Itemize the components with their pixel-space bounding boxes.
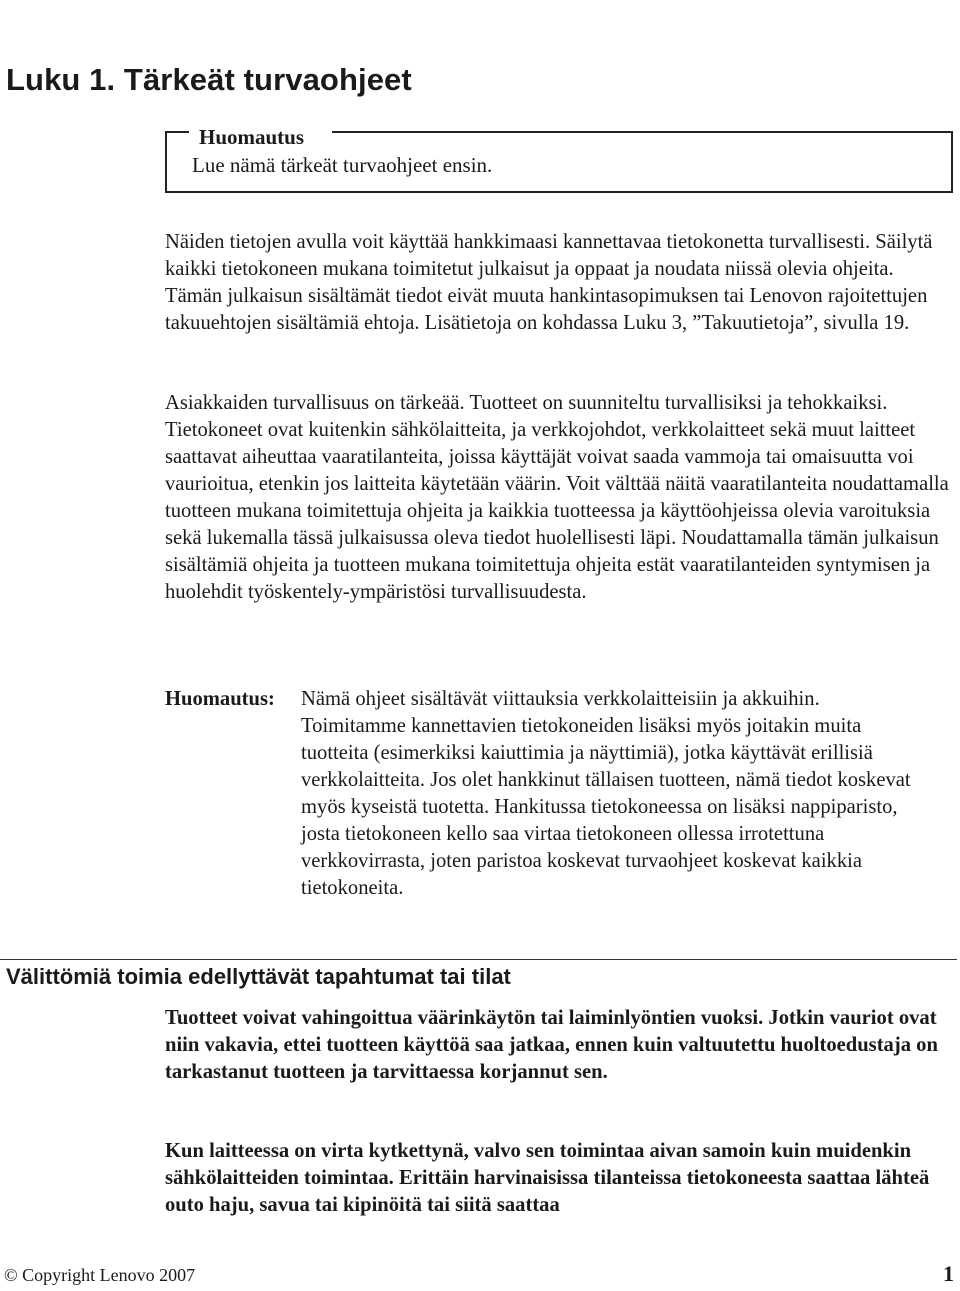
note-heading: Huomautus xyxy=(199,125,305,149)
section-paragraph: Tuotteet voivat vahingoittua väärinkäytön tai laiminlyöntien vuoksi. Jotkin vauriot ovat niin vakavia, ettei tuotteen käyttöä saa jatkaa, ennen kuin valtuutettu huoltoedustaja on tarkastanut tuotteen ja tarvittaessa korjannut sen. xyxy=(165,1007,938,1083)
intro-paragraph: Näiden tietojen avulla voit käyttää hankkimaasi kannettavaa tietokonetta turvallisesti. Säilytä kaikki tietokoneen mukana toimitetut julkaisut ja oppaat ja noudata niissä olevia ohjeita. Tämän julkaisun sisältämät tiedot eivät muuta hankintasopimuksen tai Lenovon rajoitettujen takuuehtojen sisältämiä ehtoja. Lisätietoja on kohdassa Luku 3, ”Takuutietoja”, sivulla 19. xyxy=(165,231,933,334)
note-box-border xyxy=(165,131,189,133)
footer-copyright: © Copyright Lenovo 2007 xyxy=(4,1265,196,1285)
chapter-title: Luku 1. Tärkeät turvaohjeet xyxy=(6,62,412,97)
inline-note-label: Huomautus: xyxy=(165,688,275,710)
note-text: Lue nämä tärkeät turvaohjeet ensin. xyxy=(192,153,493,177)
page-number: 1 xyxy=(943,1261,954,1286)
section-title: Välittömiä toimia edellyttävät tapahtumat tai tilat xyxy=(6,964,511,989)
inline-note-text: Nämä ohjeet sisältävät viittauksia verkkolaitteisiin ja akkuihin. Toimitamme kannettavien tietokoneiden lisäksi myös joitakin muita tuotteita (esimerkiksi kaiuttimia ja näyttimiä), jotka käyttävät erillisiä verkkolaitteita. Jos olet hankkinut tällaisen tuotteen, nämä tiedot koskevat myös kyseistä tuotetta. Hankitussa tietokoneessa on lisäksi nappiparisto, josta tietokoneen kello saa virtaa tietokoneen ollessa irrotettuna verkkovirrasta, joten paristoa koskevat turvaohjeet koskevat kaikkia tietokoneita. xyxy=(301,688,911,899)
section-paragraph: Kun laitteessa on virta kytkettynä, valvo sen toimintaa aivan samoin kuin muidenkin sähkölaitteiden toimintaa. Erittäin harvinaisissa tilanteissa tietokoneesta saattaa lähteä outo haju, savua tai kipinöitä tai siitä saattaa xyxy=(165,1140,930,1216)
section-divider xyxy=(0,959,957,960)
note-box-border xyxy=(332,131,953,133)
safety-paragraph: Asiakkaiden turvallisuus on tärkeää. Tuotteet on suunniteltu turvallisiksi ja tehokkaiksi. Tietokoneet ovat kuitenkin sähkölaitteita, ja verkkojohdot, verkkolaitteet sekä muut laitteet saattavat aiheuttaa vaaratilanteita, joissa käyttäjät voivat saada vammoja tai omaisuutta voi vaurioitua, etenkin jos laitteita käytetään väärin. Voit välttää näitä vaaratilanteita noudattamalla tuotteen mukana toimitettuja ohjeita ja kaikkia tuotteessa ja käyttöohjeissa olevia varoituksia sekä lukemalla tässä julkaisussa oleva tiedot huolellisesti läpi. Noudattamalla tämän julkaisun sisältämiä ohjeita ja tuotteen mukana toimitettuja ohjeita estät vaaratilanteiden syntymisen ja huolehdit työskentely-ympäristösi turvallisuudesta. xyxy=(165,392,949,603)
